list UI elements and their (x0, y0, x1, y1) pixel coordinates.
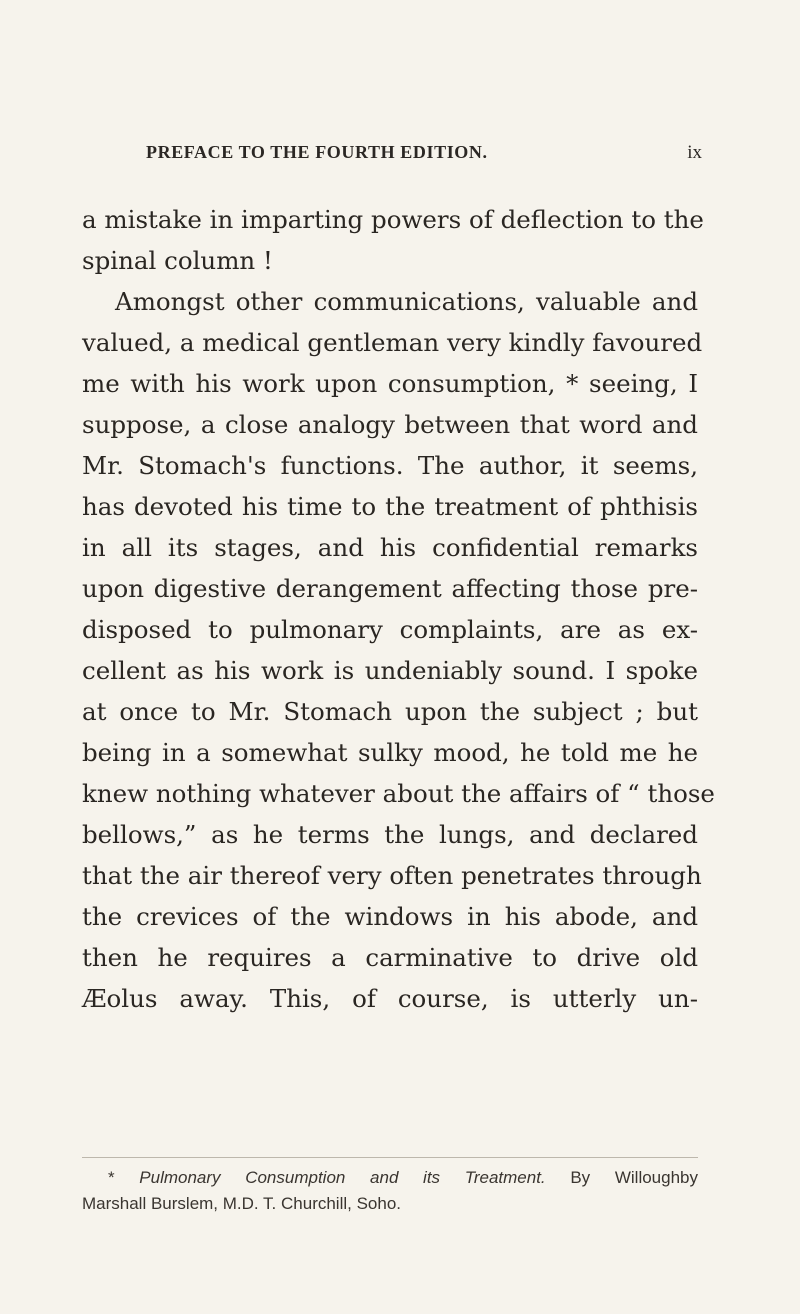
text-line: disposed to pulmonary complaints, are as ex- (82, 615, 698, 644)
text-line: a mistake in imparting powers of deflection to the (82, 205, 704, 234)
page-number: ix (687, 142, 702, 163)
text-line: being in a somewhat sulky mood, he told me he (82, 738, 698, 767)
text-line: Æolus away. This, of course, is utterly un- (82, 984, 698, 1013)
footnote-marker: * (108, 1168, 140, 1187)
text-line: knew nothing whatever about the affairs of “ those (82, 779, 715, 808)
text-line: in all its stages, and his confidential remarks (82, 533, 698, 562)
text-line: Mr. Stomach's functions. The author, it seems, (82, 451, 698, 480)
text-line: me with his work upon consumption, * seeing, I (82, 369, 698, 398)
footnote-rule (82, 1157, 698, 1158)
text-line: spinal column ! (82, 246, 273, 275)
footnote-line: Marshall Burslem, M.D. T. Churchill, Soho. (82, 1194, 402, 1213)
text-line: the crevices of the windows in his abode, and (82, 902, 698, 931)
running-head (146, 142, 702, 166)
text-line: then he requires a carminative to drive old (82, 943, 698, 972)
text-line: upon digestive derangement affecting those pre- (82, 574, 698, 603)
text-line: that the air thereof very often penetrates through (82, 861, 702, 890)
footnote-author: By Willoughby (545, 1168, 698, 1187)
text-line: cellent as his work is undeniably sound. I spoke (82, 656, 698, 685)
text-line: has devoted his time to the treatment of phthisis (82, 492, 698, 521)
footnote-book-title: Pulmonary Consumption and its Treatment. (139, 1168, 546, 1187)
text-line: at once to Mr. Stomach upon the subject ; but (82, 697, 698, 726)
text-line: bellows,” as he terms the lungs, and declared (82, 820, 698, 849)
text-line: suppose, a close analogy between that word and (82, 410, 698, 439)
text-line: valued, a medical gentleman very kindly favoured (82, 328, 703, 357)
text-line: Amongst other communications, valuable and (115, 287, 698, 316)
footnote-line (108, 1167, 698, 1189)
running-title: PREFACE TO THE FOURTH EDITION. (146, 142, 488, 162)
